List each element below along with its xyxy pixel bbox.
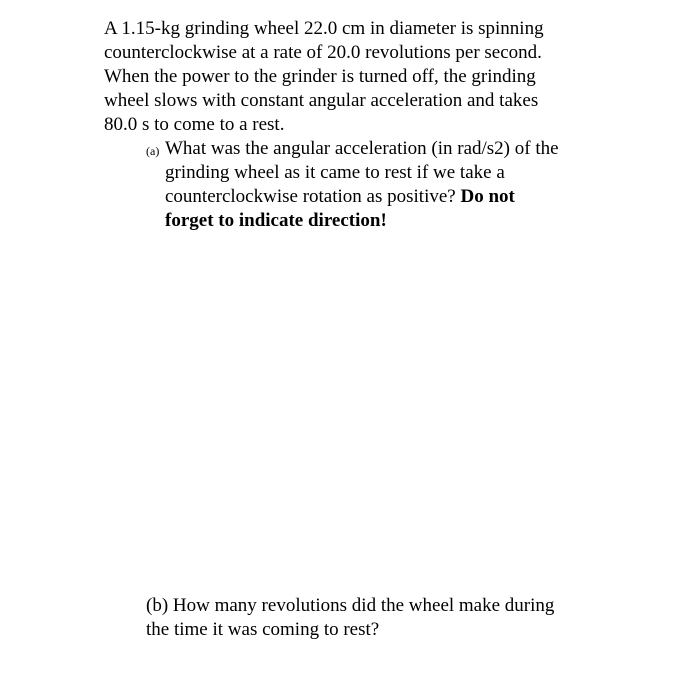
intro-line: A 1.15-kg grinding wheel 22.0 cm in diameter is spinning (104, 18, 544, 39)
part-a-emphasis: forget to indicate direction! (165, 210, 387, 231)
part-b-line: the time it was coming to rest? (146, 619, 380, 640)
part-b-line: (b) How many revolutions did the wheel make during (146, 595, 555, 616)
part-a-line (165, 185, 515, 209)
intro-line: wheel slows with constant angular acceleration and takes (104, 90, 539, 111)
intro-line: counterclockwise at a rate of 20.0 revolutions per second. (104, 42, 542, 63)
part-a-emphasis: Do not (460, 186, 515, 207)
part-a-line (165, 209, 387, 233)
intro-line: 80.0 s to come to a rest. (104, 114, 285, 135)
part-a-marker: (a) (146, 144, 160, 158)
part-a-line: grinding wheel as it came to rest if we take a (165, 162, 505, 183)
intro-line: When the power to the grinder is turned off, the grinding (104, 66, 536, 87)
part-a-line: What was the angular acceleration (in rad/s2) of the (165, 138, 559, 159)
part-a-line-plain: counterclockwise rotation as positive? (165, 186, 461, 207)
